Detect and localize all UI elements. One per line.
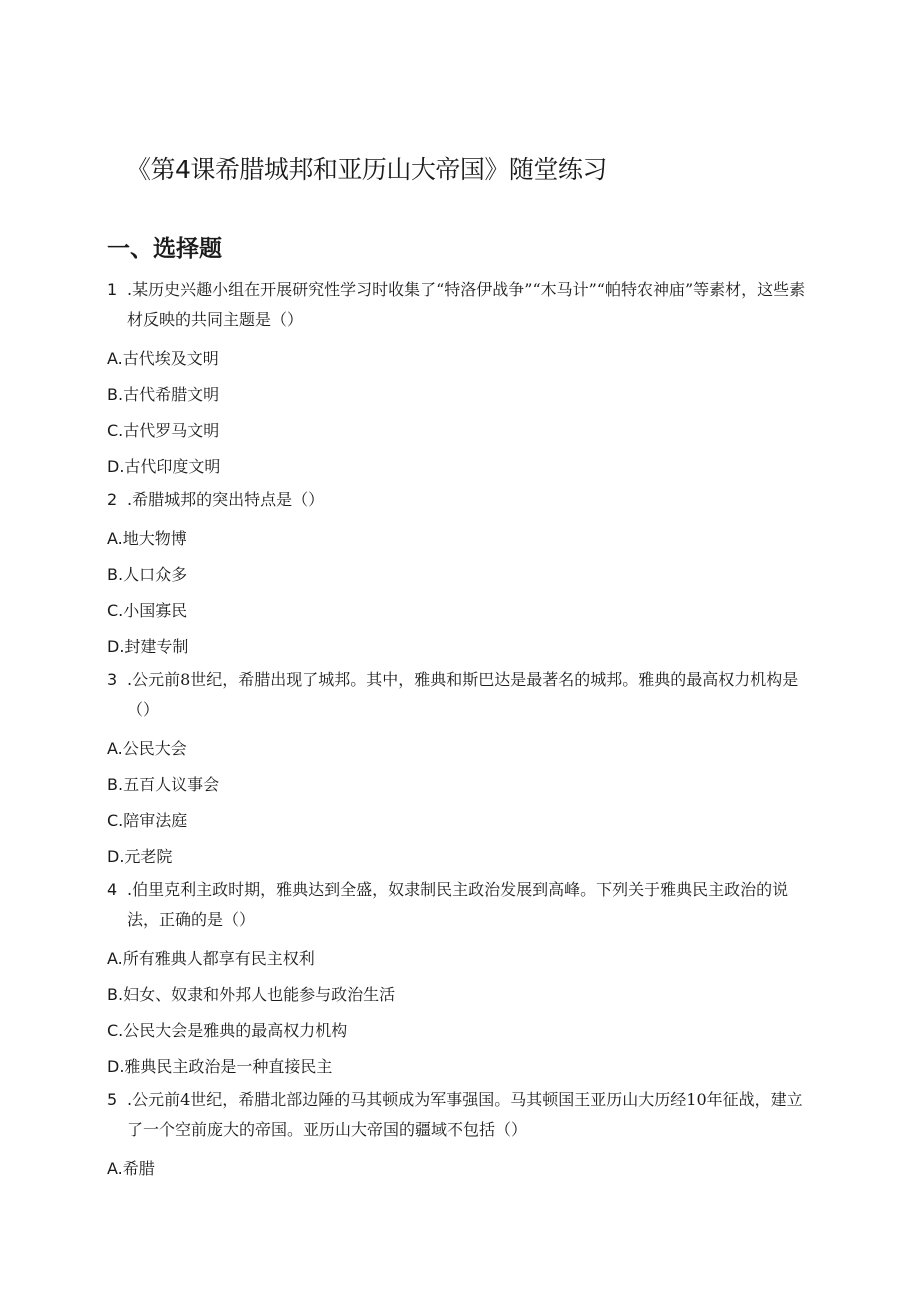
option-text: 希腊 — [122, 1159, 155, 1178]
question-2 — [107, 485, 807, 665]
question-text: .伯里克利主政时期，雅典达到全盛，奴隶制民主政治发展到高峰。下列关于雅典民主政治的说法，正确的是（） — [127, 880, 789, 929]
option-text: 元老院 — [124, 847, 173, 866]
option-letter: D. — [107, 457, 125, 476]
question-stem — [107, 1085, 807, 1145]
question-text: .某历史兴趣小组在开展研究性学习时收集了“特洛伊战争”“木马计”“帕特农神庙”等素材，这些素材反映的共同主题是（） — [127, 280, 806, 329]
option-letter: D. — [107, 637, 125, 656]
section-title: 一、选择题 — [107, 236, 222, 262]
question-4 — [107, 875, 807, 1085]
question-list — [107, 275, 807, 1187]
option-text: 古代埃及文明 — [122, 349, 219, 368]
question-5 — [107, 1085, 807, 1187]
option-b — [107, 977, 807, 1013]
option-letter: D. — [107, 1057, 125, 1076]
question-stem — [107, 275, 807, 335]
option-letter: A. — [107, 349, 123, 368]
question-number: 1 — [107, 280, 118, 299]
option-letter: B. — [107, 985, 124, 1004]
option-b — [107, 767, 807, 803]
document-title: 《第4课希腊城邦和亚历山大帝国》随堂练习 — [126, 155, 607, 184]
option-a — [107, 941, 807, 977]
question-number: 4 — [107, 880, 118, 899]
option-text: 古代罗马文明 — [123, 421, 220, 440]
option-a — [107, 1151, 807, 1187]
option-text: 雅典民主政治是一种直接民主 — [124, 1057, 333, 1076]
option-text: 陪审法庭 — [123, 811, 188, 830]
option-letter: C. — [107, 1021, 124, 1040]
option-letter: B. — [107, 565, 124, 584]
option-b — [107, 557, 807, 593]
question-number: 5 — [107, 1090, 118, 1109]
option-text: 公民大会是雅典的最高权力机构 — [123, 1021, 348, 1040]
option-d — [107, 449, 807, 485]
option-text: 所有雅典人都享有民主权利 — [122, 949, 315, 968]
question-1 — [107, 275, 807, 485]
option-letter: C. — [107, 421, 124, 440]
question-stem — [107, 665, 807, 725]
option-text: 人口众多 — [123, 565, 188, 584]
option-letter: A. — [107, 949, 123, 968]
option-b — [107, 377, 807, 413]
option-letter: C. — [107, 601, 124, 620]
question-text: .公元前4世纪，希腊北部边陲的马其顿成为军事强国。马其顿国王亚历山大历经10年征战，建立了一个空前庞大的帝国。亚历山大帝国的疆域不包括（） — [127, 1090, 803, 1139]
option-a — [107, 731, 807, 767]
option-text: 五百人议事会 — [123, 775, 220, 794]
option-text: 封建专制 — [124, 637, 189, 656]
option-text: 小国寡民 — [123, 601, 188, 620]
question-stem — [107, 485, 807, 515]
option-text: 公民大会 — [122, 739, 187, 758]
question-3 — [107, 665, 807, 875]
option-text: 妇女、奴隶和外邦人也能参与政治生活 — [123, 985, 396, 1004]
question-number: 3 — [107, 670, 118, 689]
option-c — [107, 1013, 807, 1049]
option-letter: B. — [107, 385, 124, 404]
question-number: 2 — [107, 490, 118, 509]
option-d — [107, 1049, 807, 1085]
question-stem — [107, 875, 807, 935]
option-c — [107, 803, 807, 839]
option-text: 古代希腊文明 — [123, 385, 220, 404]
option-d — [107, 839, 807, 875]
option-letter: C. — [107, 811, 124, 830]
option-c — [107, 593, 807, 629]
option-letter: A. — [107, 1159, 123, 1178]
option-a — [107, 341, 807, 377]
option-letter: B. — [107, 775, 124, 794]
option-a — [107, 521, 807, 557]
question-text: .希腊城邦的突出特点是（） — [127, 490, 325, 509]
option-letter: D. — [107, 847, 125, 866]
question-text: .公元前8世纪，希腊出现了城邦。其中，雅典和斯巴达是最著名的城邦。雅典的最高权力机构是（） — [127, 670, 799, 719]
option-letter: A. — [107, 529, 123, 548]
option-text: 古代印度文明 — [124, 457, 221, 476]
option-letter: A. — [107, 739, 123, 758]
option-c — [107, 413, 807, 449]
option-d — [107, 629, 807, 665]
option-text: 地大物博 — [122, 529, 187, 548]
